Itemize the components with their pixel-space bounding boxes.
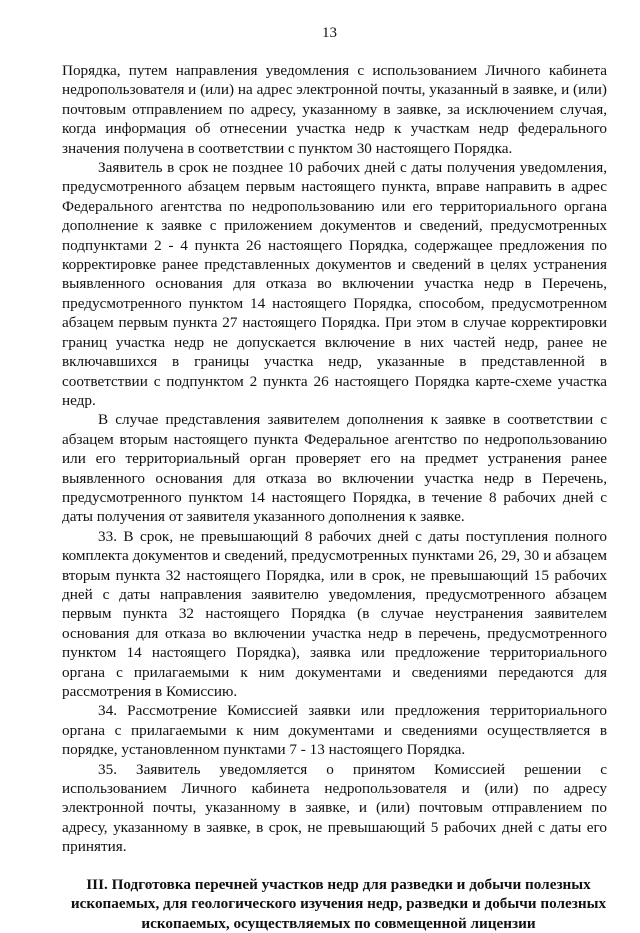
paragraph-clause-34: 34. Рассмотрение Комиссией заявки или предложения территориального органа с прилагаемыми к ним документами и сведениями осуществляется в порядке, установленном пунктами 7 - 13 настоящего Порядка.	[62, 702, 607, 759]
paragraph-supplement-review: В случае представления заявителем дополнения к заявке в соответствии с абзацем вторым настоящего пункта Федеральное агентство по недропользованию или его территориальный орган проверяет его на предмет устранения ранее выявленного основания для отказа во включении участка недр в Перечень, предусмотренного пунктом 14 настоящего Порядка, в течение 8 рабочих дней с даты получения от заявителя указанного дополнения к заявке.	[62, 411, 607, 526]
page-number: 13	[322, 25, 337, 41]
paragraph-clause-33: 33. В срок, не превышающий 8 рабочих дней с даты поступления полного комплекта документов и сведений, предусмотренных пунктами 26, 29, 30 и абзацем вторым пункта 32 настоящего Порядка, или в срок, не превышающий 15 рабочих дней с даты направления заявителю уведомления, предусмотренного абзацем первым пункта 32 настоящего Порядка (в случае неустранения заявителем основания для отказа во включении участка недр в перечень, предусмотренного пунктом 14 настоящего Порядка), заявка или предложение территориального органа с прилагаемыми к ним документами и сведениями передаются для рассмотрения в Комиссию.	[62, 527, 607, 700]
paragraph-applicant-supplement: Заявитель в срок не позднее 10 рабочих дней с даты получения уведомления, предусмотренного абзацем первым настоящего пункта, вправе направить в адрес Федерального агентства по недропользованию или его территориального органа дополнение к заявке с приложением документов и сведений, предусмотренных подпунктами 2 - 4 пункта 26 настоящего Порядка, содержащее предложения по корректировке ранее представленных документов и сведений в целях устранения выявленного основания для отказа во включении участка недр в Перечень, предусмотренного пунктом 14 настоящего Порядка, способом, предусмотренном абзацем первым пункта 27 настоящего Порядка. При этом в случае корректировки границ участка недр не допускается включение в них частей недр, ранее не включавшихся в границы участка недр, указанные в представленной в соответствии с подпунктом 2 пункта 26 настоящего Порядка карте-схеме участка недр.	[62, 159, 607, 409]
section-heading: III. Подготовка перечней участков недр для разведки и добычи полезных ископаемых, для геологического изучения недр, разведки и добычи полезных ископаемых, осуществляемых по совмещенной лицензии	[70, 875, 607, 932]
paragraph-continuation: Порядка, путем направления уведомления с использованием Личного кабинета недропользователя и (или) на адрес электронной почты, указанный в заявке, и (или) почтовым отправлением по адресу, указанному в заявке, за исключением случая, когда информация об отнесении участка недр к участкам недр федерального значения получена в соответствии с пунктом 30 настоящего Порядка.	[62, 62, 607, 157]
paragraph-clause-35: 35. Заявитель уведомляется о принятом Комиссией решении с использованием Личного кабинета недропользователя и (или) по адресу электронной почты, указанному в заявке, и (или) почтовым отправлением по адресу, указанному в заявке, в срок, не превышающий 5 рабочих дней с даты его принятия.	[62, 760, 607, 856]
